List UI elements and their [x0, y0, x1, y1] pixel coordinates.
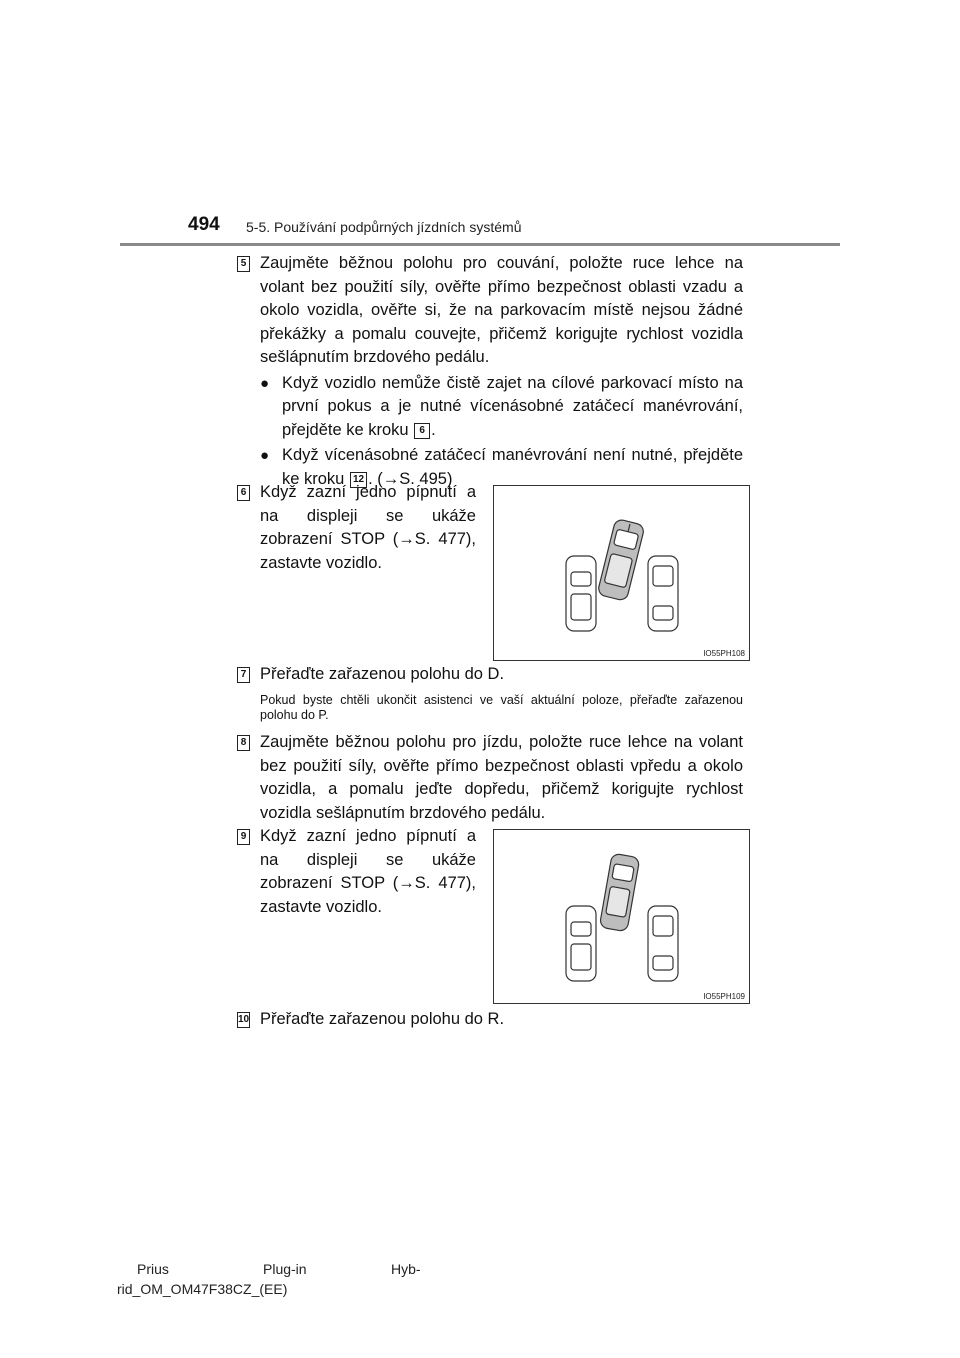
section-title: 5-5. Používání podpůrných jízdních systémů	[246, 219, 522, 235]
parking-illustration	[494, 830, 749, 1003]
step-5-bullet-1	[260, 372, 743, 443]
step-8-block	[260, 731, 743, 825]
bullet-1-text: Když vozidlo nemůže čistě zajet na cílové parkovací místo na první pokus a je nutné vícenásobné zatáčecí manévrování, přejděte ke kroku	[282, 373, 743, 439]
step-9-text: Když zazní jedno pípnutí a na displeji se ukáže zobrazení STOP (→S. 477), zastavte vozidlo.	[260, 827, 476, 916]
step-7-text: Přeřaďte zařazenou polohu do D.	[260, 665, 505, 683]
step-7-note: Pokud byste chtěli ukončit asistenci ve vaší aktuální poloze, přeřaďte zařazenou polohu do P.	[260, 693, 743, 722]
figure-code: IO55PH108	[703, 649, 745, 658]
step-10-block	[260, 1008, 743, 1032]
step-ref-12: 12	[350, 472, 367, 488]
footer-model-2: Plug-in	[263, 1261, 307, 1277]
bullet-2-tail: . (→S. 495)	[368, 469, 453, 488]
step-10-text: Přeřaďte zařazenou polohu do R.	[260, 1010, 505, 1028]
step-number-6: 6	[237, 485, 250, 501]
step-6-block	[260, 481, 476, 575]
step-8-text: Zaujměte běžnou polohu pro jízdu, položte ruce lehce na volant bez použití síly, ověřte přímo bezpečnost oblasti vpředu a okolo vozidla, a pomalu jeďte dopředu, přičemž korigujte rychlost vozidla sešlápnutím brzdového pedálu.	[260, 733, 743, 822]
header-divider	[120, 243, 840, 246]
step-number-8: 8	[237, 735, 250, 751]
bullet-icon: ●	[260, 374, 270, 392]
step-number-10: 10	[237, 1012, 250, 1028]
footer-doc-code: rid_OM_OM47F38CZ_(EE)	[117, 1281, 288, 1297]
figure-parking-step-6	[493, 485, 750, 661]
bullet-1-tail: .	[431, 420, 436, 439]
footer-model-1: Prius	[137, 1261, 169, 1277]
bullet-2-text: Když vícenásobné zatáčecí manévrování není nutné, přejděte ke kroku	[282, 446, 743, 488]
parking-illustration	[494, 486, 749, 660]
step-number-7: 7	[237, 667, 250, 683]
figure-code: IO55PH109	[703, 992, 745, 1001]
step-6-text: Když zazní jedno pípnutí a na displeji se ukáže zobrazení STOP (→S. 477), zastavte vozidlo.	[260, 483, 476, 572]
page-number: 494	[188, 214, 220, 235]
step-5-block	[260, 252, 743, 491]
footer-model-3: Hyb-	[391, 1261, 421, 1277]
bullet-icon: ●	[260, 447, 270, 464]
step-5-text: Zaujměte běžnou polohu pro couvání, položte ruce lehce na volant bez použití síly, ověřte přímo bezpečnost oblasti vzadu a okolo vozidla, ověřte si, že na parkovacím místě nejsou žádné překážky a pomalu couvejte, přičemž korigujte rychlost vozidla sešlápnutím brzdového pedálu.	[260, 254, 743, 366]
step-number-9: 9	[237, 829, 250, 845]
figure-parking-step-9	[493, 829, 750, 1004]
step-ref-6: 6	[414, 423, 430, 439]
step-9-block	[260, 825, 476, 919]
step-7-block	[260, 663, 743, 687]
step-number-5: 5	[237, 256, 250, 272]
